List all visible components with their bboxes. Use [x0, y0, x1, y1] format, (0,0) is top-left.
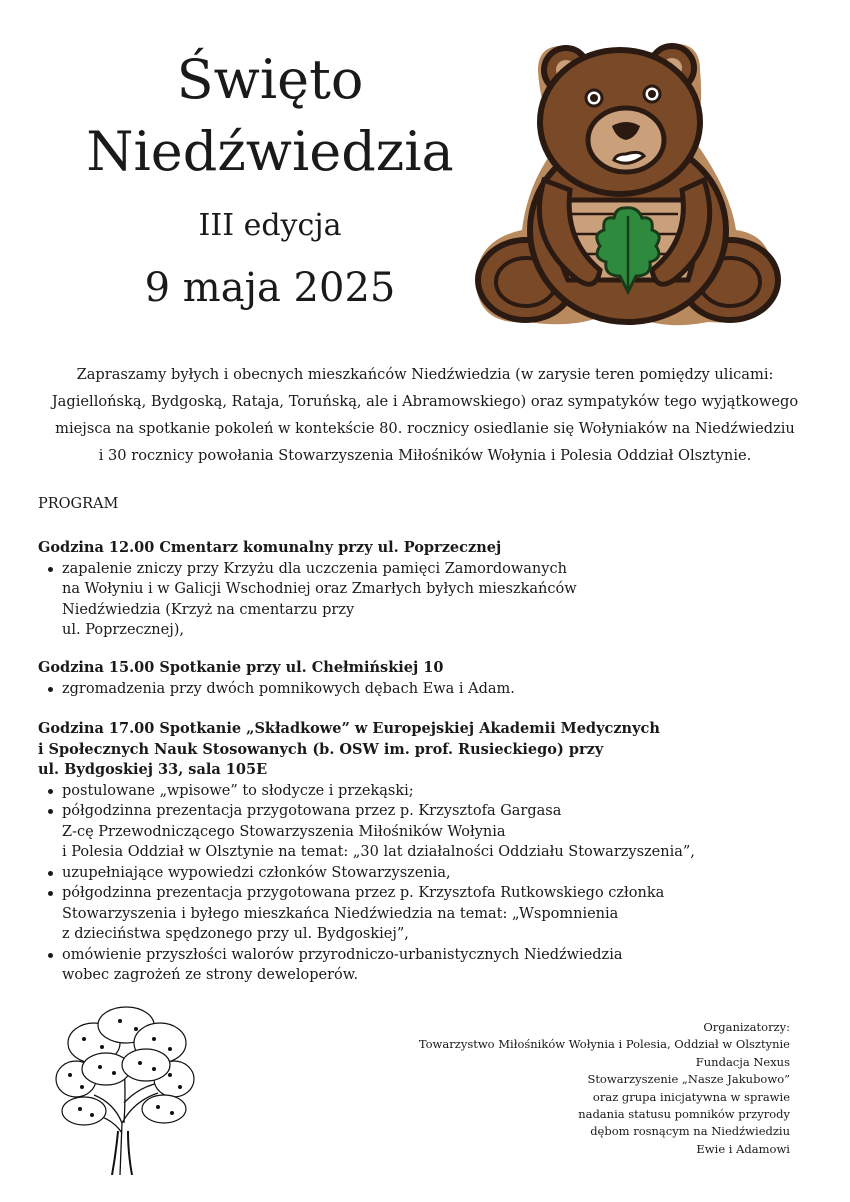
- list-item: postulowane „wpisowe” to słodycze i przekąski;: [62, 781, 738, 802]
- section-1-heading: Godzina 12.00 Cmentarz komunalny przy ul. Poprzecznej: [38, 539, 502, 556]
- program-section-2: [38, 658, 738, 699]
- oak-tree-illustration: [54, 1003, 196, 1175]
- program-section-1: [38, 538, 738, 641]
- organizers-block: Organizatorzy: Towarzystwo Miłośników Wołynia i Polesia, Oddział w Olsztynie Fundacja Nexus Stowarzyszenie „Nasze Jakubowo” oraz grupa inicjatywna w sprawie nadania statusu pomników przyrody dębom rosnącym na Niedźwiedziu Ewie i Adamowi: [418, 1020, 790, 1156]
- bear-illustration: [468, 30, 788, 340]
- section-2-list: [38, 679, 738, 700]
- event-date: 9 maja 2025: [144, 265, 396, 311]
- list-item: uzupełniające wypowiedzi członków Stowarzyszenia,: [62, 863, 738, 884]
- section-2-heading: Godzina 15.00 Spotkanie przy ul. Chełmińskiej 10: [38, 659, 444, 676]
- section-3-list: [38, 781, 738, 986]
- program-section-3: [38, 719, 738, 986]
- title-block: [40, 48, 500, 312]
- list-item: omówienie przyszłości walorów przyrodniczo-urbanistycznych Niedźwiedzia wobec zagrożeń ze strony deweloperów.: [62, 945, 738, 986]
- list-item: półgodzinna prezentacja przygotowana przez p. Krzysztofa Gargasa Z-cę Przewodniczącego Stowarzyszenia Miłośników Wołynia i Polesia Oddział w Olsztynie na temat: „30 lat działalności Oddziału Stowarzyszenia”,: [62, 801, 738, 863]
- section-3-heading: Godzina 17.00 Spotkanie „Składkowe” w Europejskiej Akademii Medycznych i Społecznych Nauk Stosowanych (b. OSW im. prof. Rusieckiego) przy ul. Bydgoskiej 33, sala 105E: [38, 720, 660, 778]
- list-item: półgodzinna prezentacja przygotowana przez p. Krzysztofa Rutkowskiego członka Stowarzyszenia i byłego mieszkańca Niedźwiedzia na temat: „Wspomnienia z dzieciństwa spędzonego przy ul. Bydgoskiej”,: [62, 883, 738, 945]
- program-label: PROGRAM: [38, 496, 119, 512]
- section-1-list: [38, 559, 738, 641]
- list-item: zapalenie zniczy przy Krzyżu dla uczczenia pamięci Zamordowanych na Wołyniu i w Galicji Wschodniej oraz Zmarłych byłych mieszkańców Niedźwiedzia (Krzyż na cmentarzu przy ul. Poprzecznej),: [62, 559, 738, 641]
- list-item: zgromadzenia przy dwóch pomnikowych dębach Ewa i Adam.: [62, 679, 738, 700]
- title-line-2: Niedźwiedzia: [86, 120, 454, 183]
- title-line-1: Święto: [176, 48, 364, 111]
- edition-label: III edycja: [198, 208, 342, 243]
- intro-paragraph: Zapraszamy byłych i obecnych mieszkańców Niedźwiedzia (w zarysie teren pomiędzy ulicami: Jagiellońską, Bydgoską, Rataja, Toruńską, ale i Abramowskiego) oraz sympatyków tego wyjątkowego miejsca na spotkanie pokoleń w kontekście 80. rocznicy osiedlanie się Wołyniaków na Niedźwiedziu i 30 rocznicy powołania Stowarzyszenia Miłośników Wołynia i Polesia Oddział Olsztynie.: [51, 366, 799, 464]
